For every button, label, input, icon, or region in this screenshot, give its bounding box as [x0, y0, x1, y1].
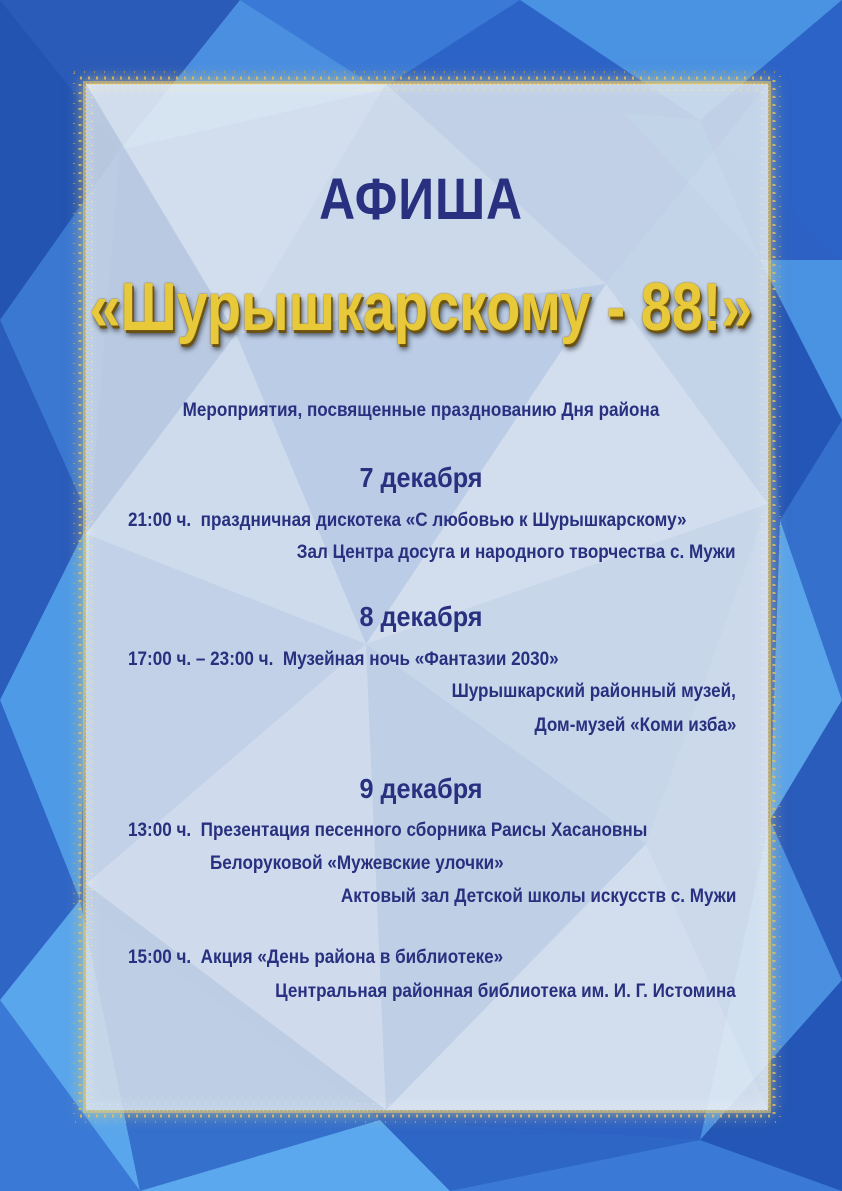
event-name: Презентация песенного сборника Раисы Хасановны — [200, 820, 648, 841]
event-venue: Шурышкарский районный музей, — [451, 681, 736, 702]
event-venue: Зал Центра досуга и народного творчества с. Мужи — [297, 542, 736, 563]
day-date: 9 декабря — [359, 773, 483, 804]
event-venue: Центральная районная библиотека им. И. Г. Истомина — [275, 981, 736, 1002]
event-name: Музейная ночь «Фантазии 2030» — [282, 649, 559, 670]
festival-title: «Шурышкарскому - 88!» — [89, 269, 753, 345]
event-venue: Дом-музей «Коми изба» — [534, 715, 736, 736]
event-name-continued: Белоруковой «Мужевские улочки» — [210, 853, 504, 874]
day-date: 7 декабря — [359, 462, 483, 493]
event-time: 13:00 ч. — [128, 820, 192, 841]
event-venue: Актовый зал Детской школы искусств с. Мужи — [340, 886, 736, 907]
event-time: 17:00 ч. – 23:00 ч. — [128, 649, 274, 670]
event-name: Акция «День района в библиотеке» — [200, 947, 504, 968]
event-time: 15:00 ч. — [128, 947, 192, 968]
event-line — [128, 947, 503, 969]
poster-subtitle: Мероприятия, посвященные празднованию Дня района — [182, 400, 660, 421]
event-time: 21:00 ч. — [128, 510, 192, 531]
day-date: 8 декабря — [359, 601, 483, 632]
event-name: праздничная дискотека «С любовью к Шурышкарскому» — [200, 510, 687, 531]
event-line — [128, 649, 559, 671]
event-line — [128, 820, 647, 842]
event-line — [128, 510, 687, 532]
poster-header: АФИША — [319, 167, 523, 232]
